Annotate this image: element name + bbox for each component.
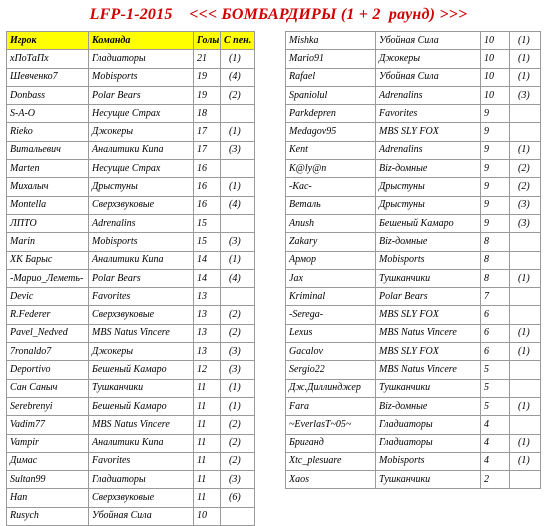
player-cell: Anush (286, 214, 376, 232)
player-cell: Gacalov (286, 343, 376, 361)
team-cell: Biz-домные (376, 397, 481, 415)
goals-cell: 14 (194, 251, 221, 269)
table-row (7, 434, 255, 452)
goals-cell: 6 (481, 306, 510, 324)
player-cell: Rusych (7, 507, 89, 525)
table-row (286, 123, 541, 141)
player-cell: Шевченко7 (7, 68, 89, 86)
team-cell: Mobisports (89, 68, 194, 86)
penalties-cell (510, 233, 541, 251)
penalties-cell: (2) (221, 306, 255, 324)
team-cell: Убойная Сила (376, 32, 481, 50)
penalties-cell: (1) (510, 434, 541, 452)
goals-cell: 8 (481, 269, 510, 287)
team-cell: MBS Natus Vincere (89, 324, 194, 342)
team-cell: Сверхзвуковые (89, 489, 194, 507)
table-row (286, 196, 541, 214)
goals-cell: 19 (194, 68, 221, 86)
penalties-cell (221, 105, 255, 123)
goals-cell: 8 (481, 251, 510, 269)
goals-column-header: Голы (194, 32, 221, 50)
goals-cell: 16 (194, 160, 221, 178)
goals-cell: 10 (481, 50, 510, 68)
goals-cell: 6 (481, 324, 510, 342)
table-row (7, 452, 255, 470)
penalties-cell: (3) (510, 214, 541, 232)
penalties-cell (510, 361, 541, 379)
penalties-cell: (1) (510, 452, 541, 470)
player-cell: Zakary (286, 233, 376, 251)
table-row (286, 86, 541, 104)
table-row (286, 105, 541, 123)
team-cell: Favorites (89, 288, 194, 306)
table-row (7, 105, 255, 123)
table-row (286, 160, 541, 178)
penalties-cell (510, 105, 541, 123)
goals-cell: 15 (194, 214, 221, 232)
player-cell: Sultan99 (7, 471, 89, 489)
penalties-cell (510, 251, 541, 269)
player-cell: Marin (7, 233, 89, 251)
team-column-header: Команда (89, 32, 194, 50)
team-cell: Джокеры (89, 343, 194, 361)
table-row (286, 324, 541, 342)
player-cell: Rafael (286, 68, 376, 86)
player-cell: Нап (7, 489, 89, 507)
player-cell: ЛПТО (7, 214, 89, 232)
penalties-cell: (2) (221, 434, 255, 452)
player-cell: Сан Саныч (7, 379, 89, 397)
penalties-cell: (1) (510, 141, 541, 159)
table-row (7, 507, 255, 525)
penalties-cell: (1) (221, 397, 255, 415)
player-cell: Montella (7, 196, 89, 214)
penalties-column-header: С пен. (221, 32, 255, 50)
team-cell: Гладиаторы (376, 416, 481, 434)
goals-cell: 5 (481, 379, 510, 397)
team-cell: Несущие Страх (89, 160, 194, 178)
team-cell: Аналитики Кипа (89, 434, 194, 452)
penalties-cell (221, 160, 255, 178)
goals-cell: 13 (194, 288, 221, 306)
penalties-cell: (2) (510, 178, 541, 196)
team-cell: MBS Natus Vincere (89, 416, 194, 434)
table-row (7, 471, 255, 489)
goals-cell: 9 (481, 141, 510, 159)
player-cell: Kent (286, 141, 376, 159)
goals-cell: 15 (194, 233, 221, 251)
team-cell: Adrenalins (376, 86, 481, 104)
table-row (286, 68, 541, 86)
penalties-cell (221, 507, 255, 525)
table-row (7, 397, 255, 415)
table-row (7, 160, 255, 178)
team-cell: Бешеный Камаро (89, 361, 194, 379)
penalties-cell (510, 123, 541, 141)
penalties-cell: (1) (221, 178, 255, 196)
table-row (7, 324, 255, 342)
penalties-cell: (4) (221, 68, 255, 86)
team-cell: Дрыстуны (376, 178, 481, 196)
team-cell: Убойная Сила (89, 507, 194, 525)
goals-cell: 16 (194, 196, 221, 214)
penalties-cell: (3) (221, 471, 255, 489)
penalties-cell (510, 306, 541, 324)
goals-cell: 13 (194, 306, 221, 324)
goals-cell: 16 (194, 178, 221, 196)
goals-cell: 11 (194, 489, 221, 507)
goals-cell: 19 (194, 86, 221, 104)
penalties-cell: (3) (221, 141, 255, 159)
team-cell: MBS SLY FOX (376, 123, 481, 141)
player-cell: -Кас- (286, 178, 376, 196)
goals-cell: 17 (194, 141, 221, 159)
team-cell: Убойная Сила (376, 68, 481, 86)
table-header-row (7, 32, 255, 50)
team-cell: Mobisports (376, 251, 481, 269)
penalties-cell: (2) (221, 452, 255, 470)
penalties-cell: (2) (510, 160, 541, 178)
table-row (7, 343, 255, 361)
player-cell: Михалыч (7, 178, 89, 196)
penalties-cell (510, 288, 541, 306)
goals-cell: 11 (194, 397, 221, 415)
team-cell: Гладиаторы (376, 434, 481, 452)
penalties-cell: (1) (221, 251, 255, 269)
penalties-cell (221, 214, 255, 232)
table-row (286, 471, 541, 489)
penalties-cell: (4) (221, 196, 255, 214)
goals-cell: 9 (481, 196, 510, 214)
goals-cell: 12 (194, 361, 221, 379)
table-row (7, 379, 255, 397)
goals-cell: 8 (481, 233, 510, 251)
player-cell: Дж.Диллинджер (286, 379, 376, 397)
team-cell: Дрыстуны (376, 196, 481, 214)
table-row (7, 489, 255, 507)
table-row (286, 50, 541, 68)
penalties-cell: (1) (221, 123, 255, 141)
player-cell: ~EverlasT~05~ (286, 416, 376, 434)
player-cell: Sergio22 (286, 361, 376, 379)
player-cell: Mario91 (286, 50, 376, 68)
team-cell: MBS Natus Vincere (376, 324, 481, 342)
player-cell: Spaniolul (286, 86, 376, 104)
goals-cell: 11 (194, 379, 221, 397)
penalties-cell (510, 416, 541, 434)
team-cell: Polar Bears (89, 86, 194, 104)
penalties-cell: (3) (510, 196, 541, 214)
table-row (286, 233, 541, 251)
goals-cell: 5 (481, 397, 510, 415)
player-cell: Jax (286, 269, 376, 287)
goals-cell: 21 (194, 50, 221, 68)
table-row (286, 251, 541, 269)
goals-cell: 13 (194, 343, 221, 361)
goals-cell: 18 (194, 105, 221, 123)
player-cell: Бриганд (286, 434, 376, 452)
player-cell: Kriminal (286, 288, 376, 306)
penalties-cell: (6) (221, 489, 255, 507)
player-cell: Rieko (7, 123, 89, 141)
goals-cell: 10 (481, 32, 510, 50)
goals-cell: 9 (481, 123, 510, 141)
team-cell: Adrenalins (89, 214, 194, 232)
goals-cell: 2 (481, 471, 510, 489)
player-cell: Mishka (286, 32, 376, 50)
team-cell: Бешеный Камаро (89, 397, 194, 415)
player-cell: 7ronaldo7 (7, 343, 89, 361)
goals-cell: 4 (481, 452, 510, 470)
table-row (7, 233, 255, 251)
player-cell: Devic (7, 288, 89, 306)
goals-cell: 14 (194, 269, 221, 287)
team-cell: Adrenalins (376, 141, 481, 159)
goals-cell: 9 (481, 178, 510, 196)
player-cell: Deportivo (7, 361, 89, 379)
player-cell: Lexus (286, 324, 376, 342)
player-cell: хПоТаПх (7, 50, 89, 68)
team-cell: Biz-домные (376, 160, 481, 178)
penalties-cell (221, 288, 255, 306)
goals-cell: 5 (481, 361, 510, 379)
table-row (7, 288, 255, 306)
team-cell: Гладиаторы (89, 50, 194, 68)
team-cell: Аналитики Кипа (89, 141, 194, 159)
penalties-cell: (3) (221, 233, 255, 251)
team-cell: Джокеры (376, 50, 481, 68)
scorers-table-right (285, 31, 541, 489)
goals-cell: 11 (194, 434, 221, 452)
player-cell: K@ly@n (286, 160, 376, 178)
player-cell: -Serega- (286, 306, 376, 324)
goals-cell: 9 (481, 105, 510, 123)
table-row (7, 68, 255, 86)
team-cell: Несущие Страх (89, 105, 194, 123)
table-row (7, 269, 255, 287)
team-cell: Гладиаторы (89, 471, 194, 489)
penalties-cell: (1) (510, 68, 541, 86)
player-cell: Pavel_Nedved (7, 324, 89, 342)
table-row (286, 343, 541, 361)
goals-cell: 10 (481, 68, 510, 86)
player-cell: Веталь (286, 196, 376, 214)
penalties-cell: (2) (221, 324, 255, 342)
table-row (286, 397, 541, 415)
team-cell: Джокеры (89, 123, 194, 141)
team-cell: Biz-домные (376, 233, 481, 251)
penalties-cell: (2) (221, 416, 255, 434)
team-cell: MBS SLY FOX (376, 306, 481, 324)
table-row (286, 214, 541, 232)
team-cell: Тушканчики (376, 471, 481, 489)
team-cell: Тушканчики (89, 379, 194, 397)
goals-cell: 10 (481, 86, 510, 104)
player-cell: Medagov95 (286, 123, 376, 141)
penalties-cell: (1) (510, 32, 541, 50)
player-column-header: Игрок (7, 32, 89, 50)
penalties-cell (510, 379, 541, 397)
goals-cell: 6 (481, 343, 510, 361)
table-row (7, 50, 255, 68)
table-row (286, 452, 541, 470)
player-cell: Витальевич (7, 141, 89, 159)
table-row (286, 306, 541, 324)
page-title: LFP-1-2015 <<< БОМБАРДИРЫ (1 + 2 раунд) >>> (89, 6, 468, 23)
table-row (286, 269, 541, 287)
penalties-cell: (1) (221, 50, 255, 68)
penalties-cell: (2) (221, 86, 255, 104)
goals-cell: 10 (194, 507, 221, 525)
table-row (286, 361, 541, 379)
table-row (286, 141, 541, 159)
table-row (286, 178, 541, 196)
penalties-cell: (1) (510, 324, 541, 342)
player-cell: Parkdepren (286, 105, 376, 123)
penalties-cell: (3) (510, 86, 541, 104)
player-cell: Xaos (286, 471, 376, 489)
penalties-cell: (4) (221, 269, 255, 287)
goals-cell: 11 (194, 471, 221, 489)
player-cell: Армор (286, 251, 376, 269)
player-cell: R.Federer (7, 306, 89, 324)
penalties-cell: (1) (510, 397, 541, 415)
team-cell: Бешеный Камаро (376, 214, 481, 232)
table-row (286, 288, 541, 306)
table-row (7, 306, 255, 324)
penalties-cell: (3) (221, 343, 255, 361)
player-cell: Donbass (7, 86, 89, 104)
player-cell: Serebrenyi (7, 397, 89, 415)
player-cell: Xtc_plesuare (286, 452, 376, 470)
team-cell: Дрыстуны (89, 178, 194, 196)
table-row (7, 123, 255, 141)
goals-cell: 9 (481, 214, 510, 232)
team-cell: Сверхзвуковые (89, 306, 194, 324)
team-cell: MBS SLY FOX (376, 343, 481, 361)
goals-cell: 7 (481, 288, 510, 306)
team-cell: Favorites (376, 105, 481, 123)
table-row (7, 361, 255, 379)
table-row (286, 416, 541, 434)
penalties-cell: (1) (221, 379, 255, 397)
player-cell: -Марио_Леметь- (7, 269, 89, 287)
team-cell: Favorites (89, 452, 194, 470)
table-row (286, 379, 541, 397)
table-row (7, 141, 255, 159)
table-row (7, 196, 255, 214)
table-row (286, 434, 541, 452)
table-row (286, 32, 541, 50)
goals-cell: 11 (194, 416, 221, 434)
table-row (7, 416, 255, 434)
goals-cell: 17 (194, 123, 221, 141)
table-row (7, 251, 255, 269)
player-cell: Marten (7, 160, 89, 178)
team-cell: MBS Natus Vincere (376, 361, 481, 379)
goals-cell: 13 (194, 324, 221, 342)
player-cell: Fara (286, 397, 376, 415)
goals-cell: 4 (481, 434, 510, 452)
player-cell: ХК Барыс (7, 251, 89, 269)
penalties-cell (510, 471, 541, 489)
team-cell: Тушканчики (376, 269, 481, 287)
table-row (7, 178, 255, 196)
penalties-cell: (1) (510, 269, 541, 287)
goals-cell: 9 (481, 160, 510, 178)
team-cell: Polar Bears (376, 288, 481, 306)
goals-cell: 11 (194, 452, 221, 470)
penalties-cell: (1) (510, 343, 541, 361)
penalties-cell: (1) (510, 50, 541, 68)
table-row (7, 214, 255, 232)
team-cell: Тушканчики (376, 379, 481, 397)
player-cell: Vadim77 (7, 416, 89, 434)
player-cell: S-A-O (7, 105, 89, 123)
team-cell: Mobisports (376, 452, 481, 470)
team-cell: Сверхзвуковые (89, 196, 194, 214)
team-cell: Mobisports (89, 233, 194, 251)
table-row (7, 86, 255, 104)
penalties-cell: (3) (221, 361, 255, 379)
goals-cell: 4 (481, 416, 510, 434)
scorers-table-left (6, 31, 255, 526)
team-cell: Аналитики Кипа (89, 251, 194, 269)
player-cell: Vampir (7, 434, 89, 452)
player-cell: Димас (7, 452, 89, 470)
team-cell: Polar Bears (89, 269, 194, 287)
